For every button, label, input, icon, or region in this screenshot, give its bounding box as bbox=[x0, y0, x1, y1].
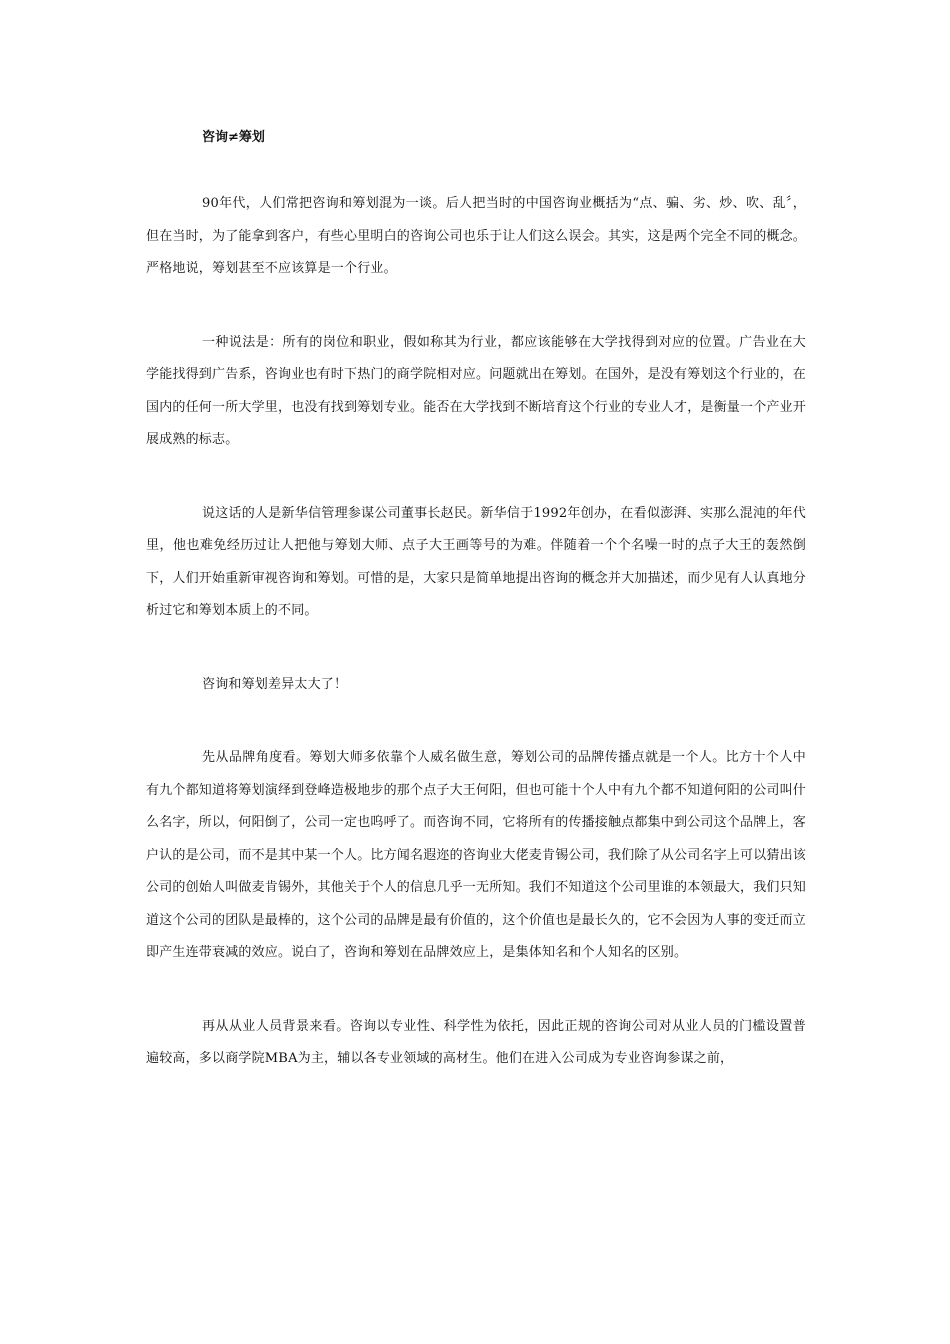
paragraph-2: 一种说法是：所有的岗位和职业，假如称其为行业，都应该能够在大学找得到对应的位置。广告业在大学能找得到广告系，咨询业也有时下热门的商学院相对应。问题就出在筹划。在国外，是没有筹划这个行业的，在国内的任何一所大学里，也没有找到筹划专业。能否在大学找到不断培育这个行业的专业人才，是衡量一个产业开展成熟的标志。 bbox=[146, 334, 807, 447]
paragraph-3: 说这话的人是新华信管理参谋公司董事长赵民。新华信于1992年创办，在看似澎湃、实那么混沌的年代里，他也难免经历过让人把他与筹划大师、点子大王画等号的为难。伴随着一个个名噪一时的点子大王的轰然倒下，人们开始重新审视咨询和筹划。可惜的是，大家只是简单地提出咨询的概念并大加描述，而少见有人认真地分析过它和筹划本质上的不同。 bbox=[146, 505, 807, 618]
document-body bbox=[146, 126, 806, 1117]
paragraph-1: 90年代，人们常把咨询和筹划混为一谈。后人把当时的中国咨询业概括为“点、骗、劣、炒、吹、乱〞，但在当时，为了能拿到客户，有些心里明白的咨询公司也乐于让人们这么误会。其实，这是两个完全不同的概念。严格地说，筹划甚至不应该算是一个行业。 bbox=[146, 196, 807, 276]
paragraph-6: 再从从业人员背景来看。咨询以专业性、科学性为依托，因此正规的咨询公司对从业人员的门槛设置普遍较高，多以商学院MBA为主，辅以各专业领域的高材生。他们在进入公司成为专业咨询参谋之前， bbox=[146, 1018, 806, 1066]
document-title: 咨询≠筹划 bbox=[202, 130, 265, 145]
paragraph-5: 先从品牌角度看。筹划大师多依靠个人威名做生意，筹划公司的品牌传播点就是一个人。比方十个人中有九个都知道将筹划演绎到登峰造极地步的那个点子大王何阳，但也可能十个人中有九个都不知道何阳的公司叫什么名字，所以，何阳倒了，公司一定也呜呼了。而咨询不同，它将所有的传播接触点都集中到公司这个品牌上，客户认的是公司，而不是其中某一个人。比方闻名遐迩的咨询业大佬麦肯锡公司，我们除了从公司名字上可以猜出该公司的创始人叫做麦肯锡外，其他关于个人的信息几乎一无所知。我们不知道这个公司里谁的本领最大，我们只知道这个公司的团队是最棒的，这个公司的品牌是最有价值的，这个价值也是最长久的，它不会因为人事的变迁而立即产生连带衰减的效应。说白了，咨询和筹划在品牌效应上，是集体知名和个人知名的区别。 bbox=[146, 750, 807, 960]
paragraph-4: 咨询和筹划差异太大了！ bbox=[202, 676, 348, 692]
